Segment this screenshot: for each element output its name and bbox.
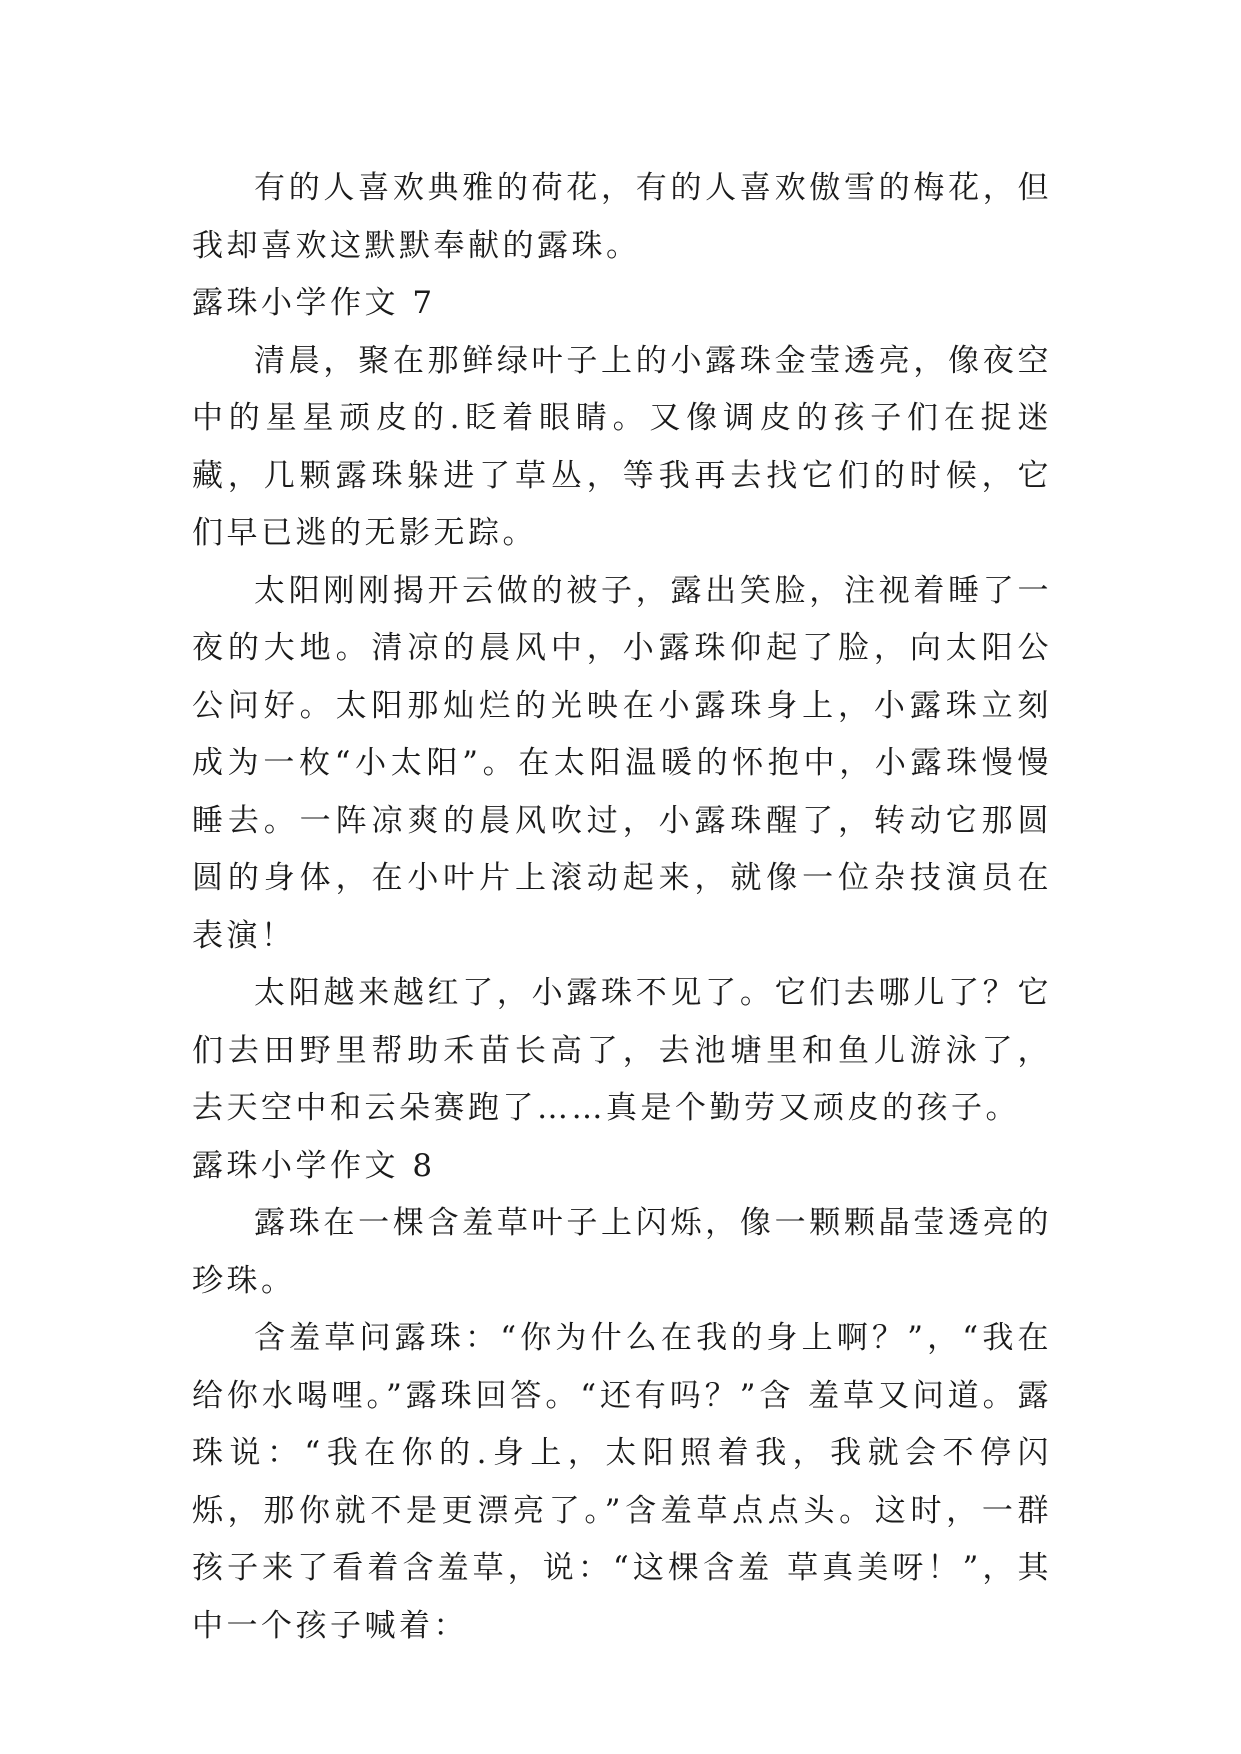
section-heading-7: 露珠小学作文 7 [192, 285, 436, 321]
paragraph: 含羞草问露珠：“你为什么在我的身上啊？”，“我在给你水喝哩。”露珠回答。“还有吗？”含 羞草又问道。露珠说：“我在你的.身上，太阳照着我，我就会不停闪烁，那你就不是更漂亮了。”含羞草点点头。这时，一群孩子来了看着含羞草，说：“这棵含羞 草真美呀！”，其中一个孩子喊着： [192, 1320, 1052, 1644]
paragraph: 露珠在一棵含羞草叶子上闪烁，像一颗颗晶莹透亮的珍珠。 [192, 1205, 1052, 1299]
document-body [192, 160, 1052, 1655]
paragraph-closing: 有的人喜欢典雅的荷花，有的人喜欢傲雪的梅花，但我却喜欢这默默奉献的露珠。 [192, 170, 1052, 264]
paragraph: 太阳越来越红了，小露珠不见了。它们去哪儿了？它们去田野里帮助禾苗长高了，去池塘里和鱼儿游泳了，去天空中和云朵赛跑了……真是个勤劳又顽皮的孩子。 [192, 975, 1052, 1126]
section-heading-8: 露珠小学作文 8 [192, 1147, 436, 1184]
paragraph: 太阳刚刚揭开云做的被子，露出笑脸，注视着睡了一夜的大地。清凉的晨风中，小露珠仰起了脸，向太阳公公问好。太阳那灿烂的光映在小露珠身上，小露珠立刻成为一枚“小太阳”。在太阳温暖的怀抱中，小露珠慢慢睡去。一阵凉爽的晨风吹过，小露珠醒了，转动它那圆圆的身体，在小叶片上滚动起来，就像一位杂技演员在表演！ [192, 572, 1052, 954]
paragraph: 清晨，聚在那鲜绿叶子上的小露珠金莹透亮，像夜空中的星星顽皮的.眨着眼睛。又像调皮的孩子们在捉迷藏，几颗露珠躲进了草丛，等我再去找它们的时候，它们早已逃的无影无踪。 [192, 342, 1052, 551]
